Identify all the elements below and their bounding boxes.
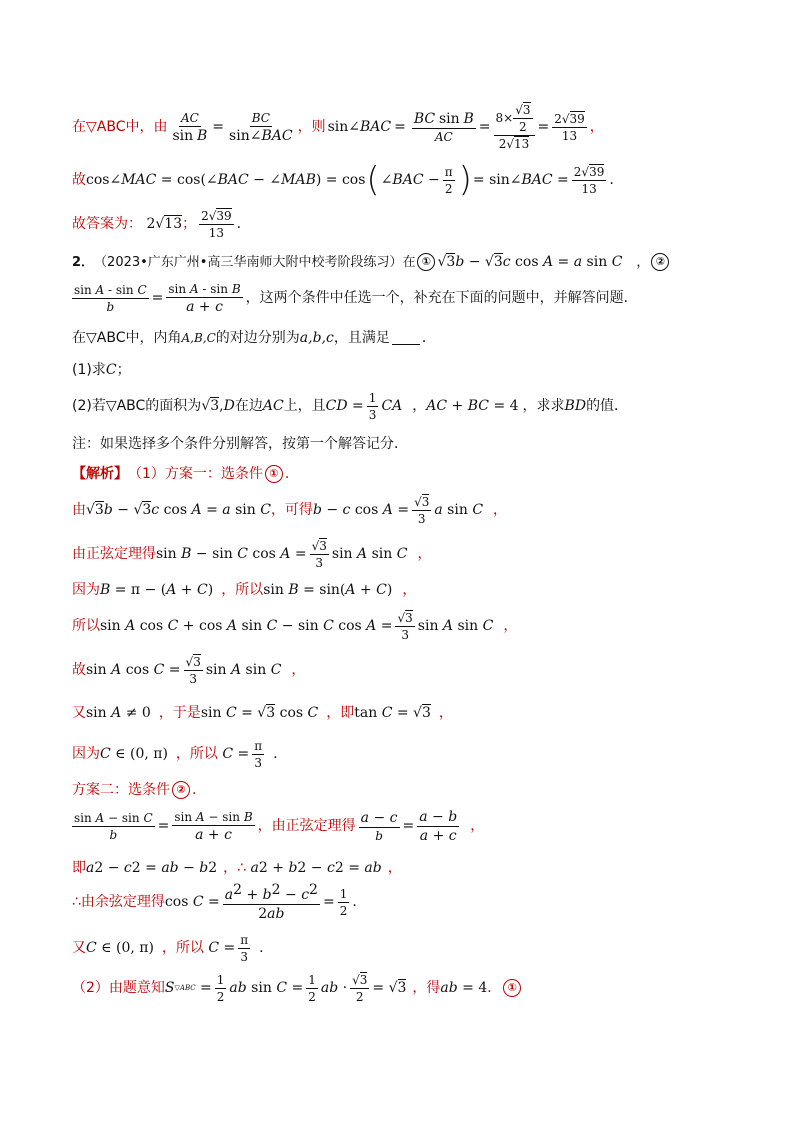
fraction: $\frac{\text{sin A - sin C}}{b}$	[74, 282, 147, 314]
text: 由正弦定理得	[72, 546, 156, 562]
text: 所以	[72, 618, 100, 634]
line-12: 由正弦定理得 sin B − sin C cos A = $\frac{√3}{3}$ sin A sin C ，	[72, 538, 432, 570]
circled-number: ①	[417, 253, 435, 271]
text: 又	[72, 705, 86, 721]
fraction: $\frac{\text{sin A − sin B}}{a + c}$	[174, 809, 253, 843]
fraction: $\frac{√3}{3}$	[185, 654, 201, 686]
text: ，∴	[223, 860, 247, 876]
line-11: 由 √3 b − √3 c cos A = a sin C ，可得 b − c cos A = $\frac{√3}{3}$ a sin C ，	[72, 494, 508, 526]
text: 在▽ABC中，由	[72, 119, 168, 135]
text: ，	[470, 818, 485, 834]
line-19: $\frac{\text{sin A − sin C}}{b}$ = $\frac{\text{sin A − sin B}}{a + c}$ ，由正弦定理得 $\frac{a - c}{b}$ = $\frac{a - b}{a + c}$ ，	[74, 808, 485, 844]
text: 故	[72, 662, 86, 678]
fraction: $\frac{1}{2}$	[308, 972, 316, 1004]
line-10	[72, 464, 794, 484]
line-3: 故答案为： 2√13 ； $\frac{2√39}{13}$ .	[72, 208, 242, 240]
fill-blank	[392, 332, 420, 345]
fraction: $\frac{2√39}{13}$	[573, 164, 605, 196]
circled-number: ②	[172, 781, 190, 799]
fraction: $\frac{\pi}{3}$	[240, 932, 249, 964]
line-5: $\frac{\text{sin A - sin C}}{b}$ = $\frac{\text{sin A - sin B}}{a + c}$ ，这两个条件中任选一个，补充在下面的问题中，并解答问题．	[74, 281, 638, 315]
line-15: 故 sin A cos C = $\frac{√3}{3}$ sin A sin C ，	[72, 654, 306, 686]
text: 在▽ABC中，内角	[72, 330, 182, 346]
text: 因为	[72, 746, 100, 762]
text: 因为	[72, 582, 100, 598]
text: ，且满足	[333, 330, 390, 346]
text: ，	[412, 398, 427, 414]
line-6: 在▽ABC中，内角 A,B,C 的对边分别为 a,b,c ，且满足 ．	[72, 330, 436, 346]
text: ，	[589, 119, 604, 135]
fraction: $\frac{a^2 + b^2 - c^2}{2ab}$	[224, 882, 318, 922]
text: ，	[438, 705, 453, 721]
text: ，即	[326, 705, 355, 721]
text: .	[284, 466, 290, 482]
fraction: $\frac{1}{2}$	[216, 972, 225, 1004]
line-8: (2)若▽ABC的面积为 √3, D 在边 AC 上，且 CD = $\frac{1}{3}$ CA ， AC + BC = 4 ，求 求 BD 的值．	[72, 390, 629, 422]
text: ，可得	[270, 502, 313, 518]
fraction: $\frac{\text{sin A − sin C}}{b}$	[74, 810, 153, 842]
circled-number: ①	[503, 979, 521, 997]
fraction: $\frac{\pi}{2}$	[444, 164, 453, 196]
fraction: $\frac{a - b}{a + c}$	[419, 808, 458, 844]
line-16: 又 sin A ≠ 0 ，于是 sin C = √3 cos C ，即 tan C = √3 ，	[72, 705, 453, 721]
fraction: $\frac{\text{sin A - sin B}}{a + c}$	[168, 281, 241, 315]
line-23: （2）由题意知 S ▽ABC = $\frac{1}{2}$ ab sin C = $\frac{1}{2}$ ab · $\frac{√3}{2}$ = √3 ，得 ab = 4 ． ①	[72, 970, 794, 1006]
fraction: $\frac{√3}{3}$	[414, 494, 430, 526]
text: ，所以	[175, 746, 218, 762]
text: ；	[116, 362, 131, 378]
text: ，所以	[221, 582, 264, 598]
text: 的对边分别为	[215, 330, 300, 346]
text: 故	[72, 172, 86, 188]
text: .	[192, 782, 197, 798]
fraction: 8× $\frac{√3}{2}$ 2√13	[494, 104, 535, 150]
line-4: 2． （2023•广东广州•高三华南师大附中校考阶段练习）在 ① √3 b − √3 c cos A = a sin C ， ②	[72, 252, 794, 272]
text: ，	[493, 502, 508, 518]
fraction: $\frac{AC}{\text{sin B}}$	[172, 110, 208, 144]
text: (2)若▽ABC的面积为	[72, 398, 202, 414]
line-20: 即 a 2 − c 2 = ab − b 2 ，∴ a 2 + b 2 − c 2 = ab ，	[72, 860, 402, 876]
fraction: $\frac{2√39}{13}$	[201, 208, 232, 240]
line-7: (1)求 C ；	[72, 362, 131, 378]
fraction: $\frac{2√39}{13}$	[554, 111, 585, 143]
text: 由	[72, 502, 86, 518]
text: ；	[182, 216, 197, 232]
fraction: $\frac{√3}{2}$	[352, 972, 368, 1004]
fraction: $\frac{√3}{3}$	[311, 538, 327, 570]
text: （1）方案一：选条件	[128, 466, 263, 482]
text: (1)求	[72, 362, 106, 378]
fraction: $\frac{BC}{\text{sin∠BAC}}$	[229, 110, 293, 144]
text: ，于是	[158, 705, 201, 721]
text: ，得	[412, 980, 441, 996]
text: ，	[387, 860, 402, 876]
fraction: $\frac{1}{2}$	[339, 886, 348, 918]
line-17: 因为 C ∈ (0, π) ，所以 C = $\frac{\pi}{3}$ .	[72, 738, 278, 770]
circled-number: ②	[651, 253, 669, 271]
text: ，这两个条件中任选一个，补充在下面的问题中，并解答问题．	[245, 290, 638, 306]
line-9	[72, 434, 794, 454]
fraction: $\frac{a - c}{b}$	[360, 809, 398, 843]
text: ，求	[522, 398, 551, 414]
text: （2）由题意知	[72, 980, 165, 996]
text: ．	[421, 330, 436, 346]
text: ，	[417, 546, 432, 562]
fraction: $\frac{√3}{3}$	[397, 610, 413, 642]
line-21: ∴由余弦定理得 cos C = $\frac{a^2 + b^2 - c^2}{2ab}$ = $\frac{1}{2}$ .	[72, 882, 357, 922]
analysis-label: 【解析】	[72, 466, 128, 482]
text: 方案二：选条件	[72, 782, 170, 798]
text: ，	[402, 582, 417, 598]
line-2: 故 cos∠ MAC = cos(∠ BAC − ∠ MAB ) = cos ( ∠ BAC − $\frac{\pi}{2}$ ) = sin∠ BAC = $\frac{2√39}{13}$ .	[72, 160, 614, 200]
text: 注：如果选择多个条件分别解答，按第一个解答记分．	[72, 436, 408, 452]
text: 又	[72, 940, 86, 956]
text: ，	[503, 618, 518, 634]
line-1: 在▽ABC中，由 $\frac{AC}{\text{sin B}}$ = $\frac{BC}{\text{sin∠BAC}}$ ，则 sin∠ BAC = $\frac{\text{BC sin B}}{AC}$ = 8× $\frac{√3}{2}$ 2√13 = $\frac{2√39}{13}$ ，	[72, 103, 604, 151]
fraction: $\frac{1}{3}$	[368, 390, 377, 422]
text: 在边	[234, 398, 263, 414]
text: （2023•广东广州•高三华南师大附中校考阶段练习）在	[94, 254, 416, 270]
text: ，则	[297, 119, 326, 135]
text: ，由正弦定理得	[257, 818, 356, 834]
fraction: $\frac{\text{BC sin B}}{AC}$	[413, 110, 474, 144]
text: ，	[291, 662, 306, 678]
line-22: 又 C ∈ (0, π) ，所以 C = $\frac{\pi}{3}$ .	[72, 932, 264, 964]
circled-number: ①	[265, 465, 283, 483]
text: ∴由余弦定理得	[72, 894, 165, 910]
fraction: $\frac{\pi}{3}$	[254, 738, 263, 770]
text: 即	[72, 860, 86, 876]
line-14: 所以 sin A cos C + cos A sin C − sin C cos A = $\frac{√3}{3}$ sin A sin C ，	[72, 610, 518, 642]
text: 上，且	[283, 398, 326, 414]
text: ，所以	[161, 940, 204, 956]
line-13: 因为 B = π − ( A + C ) ，所以 sin B = sin( A + C ) ，	[72, 582, 417, 598]
question-number: 2．	[72, 254, 95, 270]
text: 故答案为：	[72, 216, 142, 232]
line-18	[72, 780, 794, 800]
text: ．	[487, 980, 502, 996]
